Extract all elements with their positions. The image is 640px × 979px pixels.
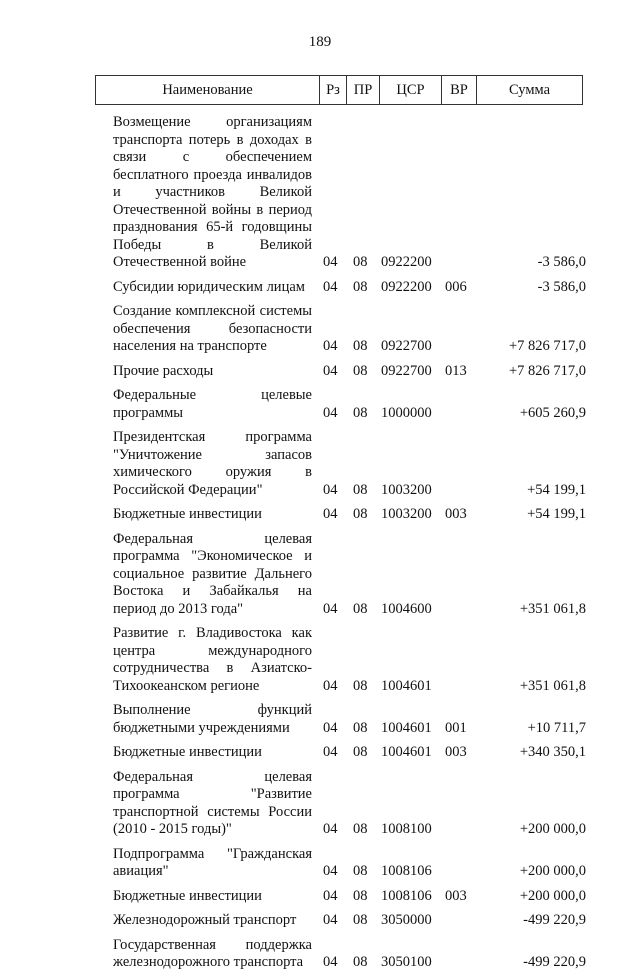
header-csr: ЦСР: [379, 76, 441, 104]
table-row: [113, 429, 588, 499]
row-name: Бюджетные инвестиции: [113, 506, 262, 522]
page-number: 189: [308, 34, 332, 50]
row-rz: 04: [323, 278, 338, 295]
row-csr: 3050000: [381, 912, 432, 928]
row-vr: 013: [445, 362, 467, 379]
row-sum: -499 220,9: [523, 912, 586, 928]
row-rz: 04: [323, 362, 338, 379]
row-pr: 08: [353, 863, 368, 879]
row-sum: +7 826 717,0: [508, 338, 586, 354]
table-row: [113, 506, 588, 524]
row-sum: +200 000,0: [519, 863, 586, 879]
row-csr: 0922700: [381, 362, 432, 379]
row-sum: -3 586,0: [537, 254, 586, 270]
row-pr: 08: [353, 481, 368, 498]
row-vr: 006: [445, 278, 467, 295]
row-sum: +200 000,0: [519, 887, 586, 904]
row-name: Выполнение функций бюджетными учреждениями: [113, 702, 312, 736]
row-pr: 08: [353, 954, 368, 970]
table-row: [113, 702, 588, 737]
table-header: [95, 75, 583, 105]
row-name: Создание комплексной системы обеспечения безопасности населения на транспорте: [113, 303, 312, 354]
row-sum: +605 260,9: [519, 404, 586, 421]
row-csr: 1004601: [381, 719, 432, 736]
table-row: [113, 303, 588, 356]
row-pr: 08: [353, 254, 368, 270]
row-rz: 04: [323, 719, 338, 736]
row-rz: 04: [323, 600, 338, 617]
header-vr: ВР: [441, 76, 476, 104]
table-row: [113, 744, 588, 762]
row-csr: 1008106: [381, 887, 432, 904]
row-name: Федеральная целевая программа "Экономическое и социальное развитие Дальнего Востока и Забайкалья на период до 2013 года": [113, 530, 312, 617]
row-rz: 04: [323, 404, 338, 421]
row-rz: 04: [323, 821, 338, 837]
row-csr: 3050100: [381, 954, 432, 970]
row-vr: 003: [445, 887, 467, 904]
row-csr: 1004601: [381, 677, 432, 694]
row-vr: 003: [445, 744, 467, 760]
row-pr: 08: [353, 506, 368, 522]
table-row: [113, 937, 588, 972]
row-rz: 04: [323, 338, 338, 354]
row-sum: +351 061,8: [519, 600, 586, 617]
row-sum: +351 061,8: [519, 677, 586, 694]
row-name: Президентская программа "Уничтожение запасов химического оружия в Российской Федерации": [113, 429, 312, 498]
row-name: Государственная поддержка железнодорожного транспорта: [113, 936, 312, 970]
row-rz: 04: [323, 506, 338, 522]
row-sum: +200 000,0: [519, 821, 586, 837]
table-row: [113, 279, 588, 297]
row-csr: 0922200: [381, 254, 432, 270]
row-rz: 04: [323, 863, 338, 879]
row-rz: 04: [323, 954, 338, 970]
row-rz: 04: [323, 677, 338, 694]
row-pr: 08: [353, 404, 368, 421]
row-pr: 08: [353, 278, 368, 295]
table-row: [113, 769, 588, 839]
table-row: [113, 888, 588, 906]
row-sum: +54 199,1: [527, 481, 586, 498]
row-csr: 1004600: [381, 600, 432, 617]
row-sum: +340 350,1: [519, 744, 586, 760]
row-name: Федеральная целевая программа "Развитие транспортной системы России (2010 - 2015 годы)": [113, 768, 312, 837]
header-rz: Рз: [319, 76, 346, 104]
row-name: Железнодорожный транспорт: [113, 912, 297, 928]
row-rz: 04: [323, 254, 338, 270]
header-sum: Сумма: [476, 76, 582, 104]
row-sum: +7 826 717,0: [508, 362, 586, 379]
row-csr: 1008106: [381, 863, 432, 879]
row-pr: 08: [353, 677, 368, 694]
row-vr: 001: [445, 719, 467, 736]
row-name: Бюджетные инвестиции: [113, 744, 262, 760]
row-csr: 1000000: [381, 404, 432, 421]
row-pr: 08: [353, 600, 368, 617]
table-row: [113, 114, 588, 272]
row-csr: 0922700: [381, 338, 432, 354]
row-name: Развитие г. Владивостока как центра международного сотрудничества в Азиатско-Тихоокеанском регионе: [113, 625, 312, 694]
row-csr: 1004601: [381, 744, 432, 760]
header-pr: ПР: [346, 76, 379, 104]
row-name: Бюджетные инвестиции: [113, 887, 262, 904]
row-sum: -499 220,9: [523, 954, 586, 970]
row-pr: 08: [353, 362, 368, 379]
row-name: Прочие расходы: [113, 362, 214, 379]
table-row: [113, 846, 588, 881]
row-pr: 08: [353, 338, 368, 354]
row-rz: 04: [323, 481, 338, 498]
row-sum: +54 199,1: [527, 506, 586, 522]
table-row: [113, 363, 588, 381]
table-row: [113, 625, 588, 695]
table-row: [113, 912, 588, 930]
row-sum: -3 586,0: [537, 278, 586, 295]
row-rz: 04: [323, 887, 338, 904]
table-row: [113, 531, 588, 619]
row-vr: 003: [445, 506, 467, 522]
row-sum: +10 711,7: [527, 719, 586, 736]
row-rz: 04: [323, 744, 338, 760]
row-name: Субсидии юридическим лицам: [113, 278, 305, 295]
row-pr: 08: [353, 719, 368, 736]
row-pr: 08: [353, 744, 368, 760]
table-body: [113, 114, 588, 979]
row-csr: 0922200: [381, 278, 432, 295]
row-csr: 1003200: [381, 506, 432, 522]
row-name: Подпрограмма "Гражданская авиация": [113, 845, 312, 879]
table-row: [113, 387, 588, 422]
row-pr: 08: [353, 821, 368, 837]
row-name: Федеральные целевые программы: [113, 387, 312, 421]
header-name: Наименование: [162, 81, 253, 98]
row-csr: 1008100: [381, 821, 432, 837]
row-pr: 08: [353, 887, 368, 904]
row-name: Возмещение организациям транспорта потерь в доходах в связи с обеспечением бесплатного проезда инвалидов и участников Великой Отечественной войны в период празднования 65-й годовщины Победы в Великой Отечественной войне: [113, 114, 312, 270]
row-pr: 08: [353, 912, 368, 928]
row-csr: 1003200: [381, 481, 432, 498]
row-rz: 04: [323, 912, 338, 928]
